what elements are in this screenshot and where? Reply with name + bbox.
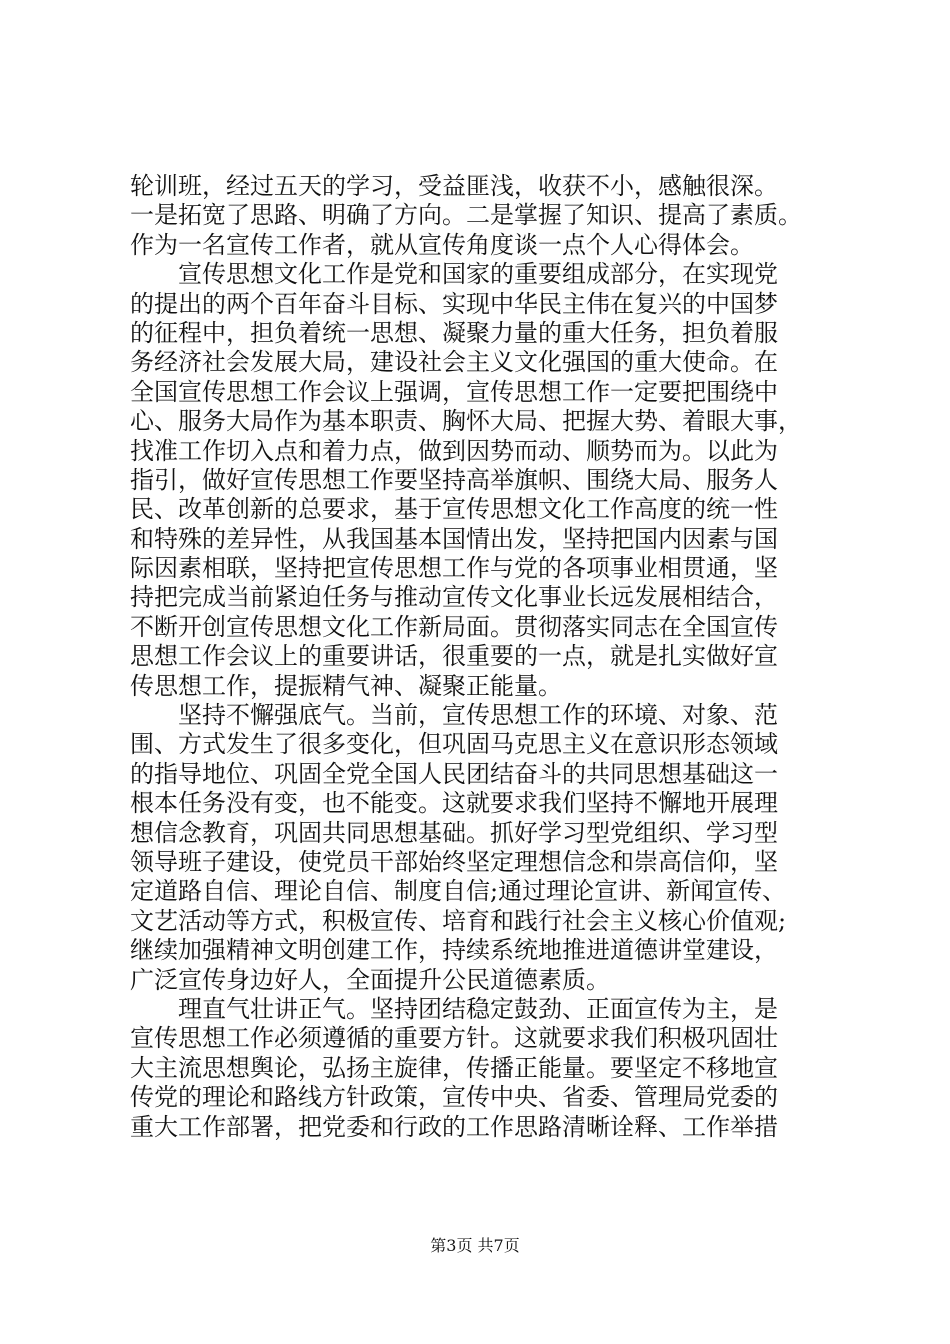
- text-line: 根本任务没有变，也不能变。这就要求我们坚持不懈地开展理: [130, 789, 778, 818]
- text-line: 和特殊的差异性，从我国基本国情出发，坚持把国内因素与国: [130, 524, 778, 553]
- text-line: 的征程中，担负着统一思想、凝聚力量的重大任务，担负着服: [130, 318, 778, 347]
- text-line: 务经济社会发展大局，建设社会主义文化强国的重大使命。在: [130, 348, 778, 377]
- text-line: 继续加强精神文明创建工作，持续系统地推进道德讲堂建设，: [130, 936, 778, 965]
- page-footer: [0, 1236, 950, 1256]
- text-line: 的提出的两个百年奋斗目标、实现中华民主伟在复兴的中国梦: [130, 289, 778, 318]
- text-line: 心、服务大局作为基本职责、胸怀大局、把握大势、着眼大事，: [130, 407, 802, 436]
- paragraph-first-line: 理直气壮讲正气。坚持团结稳定鼓劲、正面宣传为主，是: [178, 994, 778, 1023]
- text-line: 文艺活动等方式，积极宣传、培育和践行社会主义核心价值观;: [130, 906, 787, 935]
- text-line: 想信念教育，巩固共同思想基础。抓好学习型党组织、学习型: [130, 818, 778, 847]
- text-line: 找准工作切入点和着力点，做到因势而动、顺势而为。以此为: [130, 436, 778, 465]
- text-line: 定道路自信、理论自信、制度自信;通过理论宣讲、新闻宣传、: [130, 877, 787, 906]
- text-line: 指引，做好宣传思想工作要坚持高举旗帜、围绕大局、服务人: [130, 465, 778, 494]
- text-line: 作为一名宣传工作者，就从宣传角度谈一点个人心得体会。: [130, 230, 754, 259]
- text-line: 领导班子建设，使党员干部始终坚定理想信念和崇高信仰，坚: [130, 847, 778, 876]
- body-text: [130, 172, 830, 1142]
- text-line: 的指导地位、巩固全党全国人民团结奋斗的共同思想基础这一: [130, 759, 778, 788]
- text-line: 民、改革创新的总要求，基于宣传思想文化工作高度的统一性: [130, 495, 778, 524]
- page-number-label: 第3页 共7页: [430, 1236, 520, 1255]
- paragraph-first-line: 宣传思想文化工作是党和国家的重要组成部分，在实现党: [178, 260, 778, 289]
- text-line: 传思想工作，提振精气神、凝聚正能量。: [130, 671, 562, 700]
- text-line: 围、方式发生了很多变化，但巩固马克思主义在意识形态领域: [130, 730, 778, 759]
- paragraph-first-line: 坚持不懈强底气。当前，宣传思想工作的环境、对象、范: [178, 701, 778, 730]
- text-line: 思想工作会议上的重要讲话，很重要的一点，就是扎实做好宣: [130, 642, 778, 671]
- text-line: 不断开创宣传思想文化工作新局面。贯彻落实同志在全国宣传: [130, 612, 778, 641]
- text-line: 大主流思想舆论，弘扬主旋律，传播正能量。要坚定不移地宣: [130, 1053, 778, 1082]
- text-line: 持把完成当前紧迫任务与推动宣传文化事业长远发展相结合，: [130, 583, 778, 612]
- text-line: 广泛宣传身边好人，全面提升公民道德素质。: [130, 965, 610, 994]
- text-line: 际因素相联，坚持把宣传思想工作与党的各项事业相贯通，坚: [130, 554, 778, 583]
- text-line: 传党的理论和路线方针政策，宣传中央、省委、管理局党委的: [130, 1083, 778, 1112]
- text-line: 宣传思想工作必须遵循的重要方针。这就要求我们积极巩固壮: [130, 1024, 778, 1053]
- text-line: 一是拓宽了思路、明确了方向。二是掌握了知识、提高了素质。: [130, 201, 802, 230]
- text-line: 轮训班，经过五天的学习，受益匪浅，收获不小，感触很深。: [130, 172, 778, 200]
- text-line: 重大工作部署，把党委和行政的工作思路清晰诠释、工作举措: [130, 1112, 778, 1141]
- text-line: 全国宣传思想工作会议上强调，宣传思想工作一定要把围绕中: [130, 377, 778, 406]
